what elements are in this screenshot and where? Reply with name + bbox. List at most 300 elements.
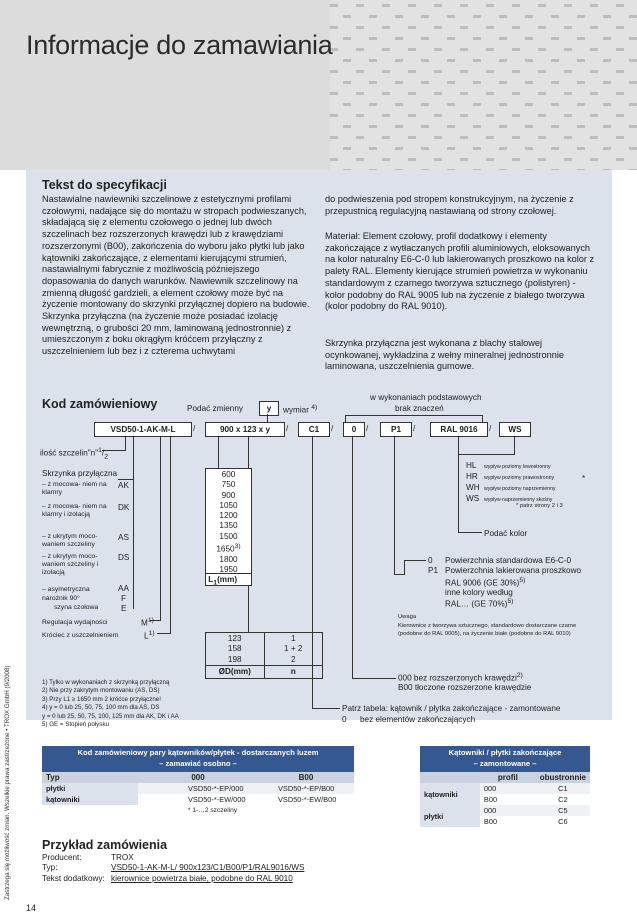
table-cell: C5 [558, 806, 568, 815]
mounted-parts-table [420, 772, 590, 827]
pattern-mark [460, 70, 468, 73]
mounted-parts-table-title [420, 746, 590, 772]
table-cell: VSD50-*-EP/000 [188, 784, 244, 793]
pattern-mark [395, 37, 403, 40]
pattern-mark [434, 26, 442, 29]
direction-text: wypływ naprzemienny skośny [484, 497, 553, 503]
pattern-mark [538, 4, 546, 7]
pattern-mark [434, 136, 442, 139]
pattern-mark [512, 158, 520, 161]
code-box-color: RAL 9016 [430, 422, 488, 437]
slash: / [489, 424, 492, 433]
direction-code: HL [466, 461, 477, 470]
pattern-mark [486, 48, 494, 51]
footnote: 1) Tylko w wykonaniach z skrzynką przyłączną [42, 679, 170, 686]
footnote: 4) y = 0 lub 25, 50, 75, 100 mm dla AS, DS [42, 704, 160, 712]
code-box-surface: P1 [380, 422, 412, 437]
direction-option [466, 477, 556, 492]
direction-text: wypływ poziomy lewostronny [484, 464, 551, 470]
pattern-mark [616, 114, 624, 117]
wykonania-label-2: brak znaczeń [395, 404, 444, 413]
pattern-mark [590, 158, 598, 161]
pattern-mark [564, 136, 572, 139]
end-option: Patrz tabela: kątownik / płytka zakończające - zamontowane [342, 704, 561, 713]
table-note: * 1-…2 szczeliny [188, 807, 238, 814]
pattern-mark [499, 37, 507, 40]
length-value: 750 [221, 480, 236, 490]
pattern-mark [616, 26, 624, 29]
pattern-mark [564, 114, 572, 117]
pattern-mark [369, 59, 377, 62]
length-value: 1350 [219, 521, 238, 531]
pattern-mark [538, 26, 546, 29]
end-option-code: 0 [342, 715, 347, 724]
pattern-mark [577, 81, 585, 84]
table-header: 000 [191, 773, 205, 782]
pattern-mark [512, 26, 520, 29]
pattern-mark [590, 26, 598, 29]
pattern-mark [421, 59, 429, 62]
length-value: 900 [221, 490, 236, 500]
surface-text: RAL… (GE 70%)$^{5)}$ [445, 598, 514, 609]
pattern-mark [421, 37, 429, 40]
pattern-mark [551, 147, 559, 150]
pattern-mark [382, 48, 390, 51]
table-cell: 000 [483, 784, 497, 793]
footnote: 5) GE = Stopień połysku [42, 721, 109, 729]
pattern-mark [356, 136, 364, 139]
code-box-dimensions: 900 x 123 x y [205, 422, 285, 437]
pattern-mark [551, 81, 559, 84]
pattern-mark [408, 92, 416, 95]
pattern-mark [486, 4, 494, 7]
length-value: 600 [221, 470, 236, 479]
pattern-mark [629, 147, 637, 150]
pattern-mark [343, 59, 351, 62]
podac-label: Podać zmienny [187, 404, 243, 413]
diameter-table [205, 632, 323, 679]
pattern-mark [330, 92, 338, 95]
pattern-mark [603, 103, 611, 106]
pattern-mark [551, 125, 559, 128]
connection-box-code: E [121, 604, 127, 613]
table-title-line: Kod zamówieniowy pary kątowników/płytek - dostarczanych luzem [77, 748, 319, 757]
code-box-end: C1 [298, 422, 330, 437]
example-label: Tekst dodatkowy: [42, 874, 105, 883]
diameter-cell: 198 [206, 654, 265, 665]
table-header: obustronnie [539, 773, 586, 782]
uwaga-label: Uwaga [398, 614, 417, 620]
pattern-mark [590, 114, 598, 117]
pattern-mark [434, 48, 442, 51]
pattern-mark [356, 48, 364, 51]
pattern-mark [434, 114, 442, 117]
connection-box-option: szyna czołowa [54, 604, 99, 611]
pattern-mark [382, 92, 390, 95]
example-label: Producent: [42, 853, 82, 862]
table-cell: B00 [483, 817, 498, 826]
pattern-mark [369, 81, 377, 84]
pattern-mark [577, 15, 585, 18]
ilosc-label: ilość $szczelin"n"^1/_2$ [40, 447, 108, 461]
connector-line [125, 436, 126, 450]
pattern-mark [538, 158, 546, 161]
pattern-mark [564, 26, 572, 29]
pattern-mark [395, 125, 403, 128]
pattern-mark [356, 4, 364, 7]
footnote: 2) Nie przy zakrytym montowaniu (AS, DS) [42, 687, 160, 695]
pattern-mark [330, 4, 338, 7]
spec-text-column-2a: do podwieszenia pod stropem konstrukcyjnym, na życzenie z przepustnicą regulacyjną nastawianą od strony czołowej. [325, 194, 574, 216]
pattern-mark [408, 70, 416, 73]
slash: / [286, 424, 289, 433]
pattern-mark [499, 59, 507, 62]
example-value: TROX [111, 853, 134, 862]
footnotes [42, 679, 179, 729]
pattern-mark [629, 169, 637, 170]
pattern-mark [434, 158, 442, 161]
pattern-mark [616, 70, 624, 73]
table-cell: kątowniki [42, 794, 138, 805]
loose-parts-table-title [42, 746, 354, 772]
table-header: Typ [46, 773, 60, 782]
footnote: 3) Przy L1 ≥ 1650 mm 2 króćce przyłączne! [42, 695, 161, 703]
pattern-mark [408, 26, 416, 29]
loose-parts-table [42, 772, 354, 816]
pattern-mark [369, 103, 377, 106]
pattern-mark [473, 147, 481, 150]
pattern-mark [564, 48, 572, 51]
pattern-mark [395, 81, 403, 84]
spec-text-column-1: Nastawialne nawiewniki szczelinowe z estetycznymi profilami czołowymi, nadające się do montażu w stropach podwieszanych, składającą się z elementu czołowego o jednej lub dwóch szczelinach bez rozszerzonych krawędzi lub z krawędziami rozszerzonymi (B00), zakończenia do wyboru jako płytki lub jako kątowniki zakończające, z elementami kierującymi strumień, nastawialnymi fabrycznie z możliwością późniejszego dopasowania do danych warunków. Nawiewnik szczelinowy na zmienną długość gardzieli, a element czołowy może być na życzenie montowany do skrzynki przyłącznej dopiero na budowie. Skrzynka przyłączna (na życzenie może posiadać izolację wewnętrzną, o grubości 20 mm, laminowaną jednostronnie) z umieszczonym z boku okrągłym króćcem przyłączny z uszczelnieniem lub bez i z czterema uchwytami [42, 194, 310, 357]
pattern-mark [447, 81, 455, 84]
podaj-kolor-label: Podać kolor [484, 529, 528, 538]
pattern-mark [603, 81, 611, 84]
connector-line [133, 436, 134, 479]
direction-code: WS [466, 494, 480, 503]
pattern-mark [356, 158, 364, 161]
regulation-code: $M^{1)}$ [141, 617, 154, 628]
pattern-mark [408, 136, 416, 139]
diameter-cell: 158 [206, 644, 265, 655]
pattern-mark [577, 103, 585, 106]
pattern-mark [421, 103, 429, 106]
direction-code: WH [466, 483, 480, 492]
pattern-mark [629, 37, 637, 40]
example-heading: Przykład zamówienia [42, 838, 168, 852]
table-cell: C2 [558, 795, 568, 804]
page-header [0, 0, 637, 170]
pattern-mark [369, 125, 377, 128]
pattern-mark [382, 4, 390, 7]
connector-line [394, 574, 404, 575]
connector-line [458, 532, 482, 533]
table-cell: VSD50-*-EW/B00 [278, 795, 337, 804]
pattern-mark [382, 70, 390, 73]
diameter-header: ØD(mm) [206, 665, 265, 678]
page-title: Informacje do zamawiania [26, 30, 333, 60]
pattern-mark [564, 70, 572, 73]
table-title-line: Kątowniki / płytki zakończające [448, 748, 562, 757]
connector-line [160, 436, 161, 620]
pattern-mark [330, 26, 338, 29]
pattern-mark [512, 4, 520, 7]
slot-count-header: n [264, 665, 323, 678]
pattern-mark [525, 147, 533, 150]
pattern-mark [460, 136, 468, 139]
pattern-mark [382, 136, 390, 139]
spec-text-column-2c: Skrzynka przyłączna jest wykonana z blachy stalowej ocynkowanej, wykładzina z wełny mineralnej jednostronnie laminowana, uszczelnienia gumowe. [325, 338, 565, 372]
pattern-mark [512, 70, 520, 73]
table-title-line: – zamawiać osobno – [159, 758, 237, 768]
connection-box-code: AA [118, 584, 129, 593]
pattern-mark [538, 136, 546, 139]
pattern-mark [499, 147, 507, 150]
pattern-mark [447, 37, 455, 40]
pattern-mark [499, 81, 507, 84]
connector-line [458, 454, 459, 460]
surface-text: Powierzchnia lakierowana proszkowo [445, 566, 582, 575]
surface-text: Powierzchnia standardowa E6-C-0 [445, 556, 572, 565]
pattern-mark [343, 103, 351, 106]
table-cell: VSD50-*-EW/000 [188, 795, 246, 804]
length-value: 1050 [219, 500, 238, 510]
pattern-mark [616, 158, 624, 161]
pattern-mark [434, 70, 442, 73]
pattern-mark [564, 158, 572, 161]
diameter-cell: 123 [206, 633, 265, 644]
spec-heading: Tekst do specyfikacji [42, 178, 167, 192]
pattern-mark [499, 125, 507, 128]
pattern-mark [369, 15, 377, 18]
pattern-mark [473, 59, 481, 62]
pattern-mark [603, 59, 611, 62]
direction-option [466, 455, 556, 470]
pattern-mark [447, 59, 455, 62]
connection-box-code: AK [118, 481, 129, 490]
regulation-label: Regulacja wydajności [42, 619, 108, 626]
length-value: 1650$^{3)}$ [216, 543, 241, 554]
wymiar-label: wymiar $^{4)}$ [283, 404, 318, 415]
pattern-mark [473, 37, 481, 40]
pattern-mark [460, 26, 468, 29]
connection-box-code: AS [118, 533, 129, 542]
pattern-mark [460, 158, 468, 161]
length-value: 1200 [219, 511, 238, 521]
length-value: 1950 [219, 565, 238, 575]
pattern-mark [577, 37, 585, 40]
direction-code: HR [466, 472, 478, 481]
table-cell: płytki [420, 805, 480, 827]
pattern-mark [616, 48, 624, 51]
connection-box-option: – z mocowa- niem na klamry i izolacją [42, 503, 107, 518]
slot-count-cell: 2 [264, 654, 323, 665]
pattern-mark [369, 147, 377, 150]
pattern-mark [551, 37, 559, 40]
pattern-mark [382, 26, 390, 29]
direction-text: wypływ poziomy naprzemienny [484, 486, 556, 492]
length-table [205, 468, 252, 586]
example-value: kierownice powietrza białe, podobne do RAL 9010 [111, 874, 293, 883]
wykonania-label-1: w wykonaniach podstawowych [370, 393, 482, 402]
pattern-mark [356, 92, 364, 95]
surface-code: P1 [428, 566, 439, 575]
pattern-mark [590, 92, 598, 95]
pattern-mark [551, 103, 559, 106]
pattern-mark [343, 37, 351, 40]
pattern-mark [382, 114, 390, 117]
pattern-mark [486, 136, 494, 139]
page-number: 14 [26, 903, 37, 913]
spigot-label: Króciec z uszczelnieniem [42, 632, 119, 639]
code-box-direction: WS [499, 422, 531, 437]
pattern-mark [330, 70, 338, 73]
pattern-mark [343, 147, 351, 150]
pattern-mark [330, 136, 338, 139]
pattern-mark [343, 81, 351, 84]
slot-count-cell: 1 [264, 633, 323, 644]
pattern-mark [395, 103, 403, 106]
pattern-mark [512, 136, 520, 139]
pattern-mark [551, 59, 559, 62]
edge-option: B00 tłoczone rozszerzone krawędzie [398, 683, 532, 692]
bracket-right [482, 415, 483, 422]
pattern-mark [447, 147, 455, 150]
pattern-mark [603, 125, 611, 128]
direction-note: * patrz strony 2 i 3 [516, 503, 563, 509]
connection-box-option: – asymetryczna narożnik 90° [42, 586, 90, 602]
direction-list [466, 455, 556, 503]
uwaga-text: Kierownice z tworzywa sztucznego, standardowo dostarczane czarne (podobne do RAL 9005), na życzenie białe (podobne do RAL 9010) [398, 623, 577, 637]
pattern-mark [382, 158, 390, 161]
pattern-mark [408, 158, 416, 161]
pattern-mark [512, 48, 520, 51]
pattern-mark [356, 70, 364, 73]
pattern-mark [629, 59, 637, 62]
spec-text-column-2b: Materiał: Element czołowy, profil dodatkowy i elementy zakończające z wytłaczanych profili aluminiowych, eloksowanych na kolor naturalny E6-C-0 lub lakierowanych proszkowo na kolor z palety RAL. Elementy kierujące strumień powietrza w wykonaniu standardowym z czarnego tworzywa sztucznego (polistyren) - kolor podobny do RAL 9005 lub na życzenie z białego tworzywa (kolor podobny do RAL 9010). [325, 231, 595, 312]
connector-line [218, 436, 219, 468]
table-header: profil [497, 773, 518, 782]
connector-line [394, 436, 395, 574]
pattern-mark [538, 70, 546, 73]
code-box-type: VSD50-1-AK-M-L [94, 422, 192, 437]
table-cell: VSD50-*-EP/B00 [278, 784, 335, 793]
pattern-mark [473, 125, 481, 128]
pattern-mark [395, 59, 403, 62]
pattern-mark [538, 48, 546, 51]
slash: / [413, 424, 416, 433]
pattern-mark [473, 15, 481, 18]
pattern-mark [473, 103, 481, 106]
direction-star: * [582, 474, 586, 483]
pattern-mark [616, 4, 624, 7]
pattern-mark [460, 92, 468, 95]
bracket-left [345, 415, 346, 422]
pattern-mark [590, 48, 598, 51]
connector-line [404, 560, 405, 575]
connector-line [404, 560, 426, 561]
pattern-mark [460, 4, 468, 7]
pattern-mark [486, 92, 494, 95]
connector-line [157, 633, 171, 634]
pattern-mark [525, 103, 533, 106]
table-header: B00 [298, 773, 314, 782]
skrzynka-label: Skrzynka przyłączna [42, 469, 118, 478]
pattern-mark [343, 15, 351, 18]
pattern-mark [447, 125, 455, 128]
pattern-mark [525, 125, 533, 128]
direction-option [466, 488, 556, 503]
pattern-mark [577, 59, 585, 62]
copyright-sidebar: Zastrzega się możliwość zmian. Wszelkie prawa zastrzeżone • TROX GmbH (9/2008) [4, 665, 11, 900]
end-option-text: bez elementów zakończających [360, 715, 476, 724]
pattern-mark [551, 15, 559, 18]
pattern-mark [330, 158, 338, 161]
surface-text: inne kolory według [445, 588, 513, 597]
pattern-mark [590, 4, 598, 7]
connector-line [514, 436, 515, 454]
connection-box-code: DS [118, 553, 130, 562]
pattern-mark [564, 4, 572, 7]
pattern-mark [538, 92, 546, 95]
slash: / [193, 424, 196, 433]
slash: / [331, 424, 334, 433]
pattern-mark [330, 114, 338, 117]
connector-line [312, 708, 340, 709]
pattern-mark [577, 125, 585, 128]
table-title-line: – zamontowane – [473, 758, 537, 768]
bracket-top [345, 415, 483, 416]
y-connector [267, 414, 268, 422]
pattern-mark [525, 81, 533, 84]
table-cell: B00 [483, 795, 498, 804]
pattern-mark [525, 59, 533, 62]
pattern-mark [395, 147, 403, 150]
code-box-edge: 0 [343, 422, 365, 437]
table-cell: kątowniki [420, 783, 480, 805]
pattern-mark [525, 15, 533, 18]
pattern-mark [590, 136, 598, 139]
pattern-mark [603, 37, 611, 40]
pattern-mark [460, 114, 468, 117]
pattern-mark [473, 81, 481, 84]
connection-box-code: DK [118, 503, 130, 512]
example-value: VSD50-1-AK-M-L/ 900x123/C1/B00/P1/RAL9016/WS [111, 863, 305, 872]
header-pattern [330, 0, 637, 170]
length-unit: $L_1(mm)$ [206, 573, 251, 585]
pattern-mark [434, 4, 442, 7]
pattern-mark [447, 15, 455, 18]
pattern-mark [369, 37, 377, 40]
pattern-mark [408, 114, 416, 117]
pattern-mark [512, 114, 520, 117]
pattern-mark [629, 103, 637, 106]
pattern-mark [408, 48, 416, 51]
pattern-mark [590, 70, 598, 73]
pattern-mark [434, 92, 442, 95]
pattern-mark [499, 15, 507, 18]
connection-box-option: – z mocowa- niem na klamry [42, 481, 107, 496]
direction-text: wypływ poziomy prawostronny [484, 475, 555, 481]
pattern-mark [408, 4, 416, 7]
pattern-mark [421, 15, 429, 18]
pattern-mark [486, 114, 494, 117]
connector-line [352, 678, 396, 679]
pattern-mark [629, 125, 637, 128]
slash: / [366, 424, 369, 433]
example-label: Typ: [42, 863, 58, 872]
pattern-mark [616, 92, 624, 95]
